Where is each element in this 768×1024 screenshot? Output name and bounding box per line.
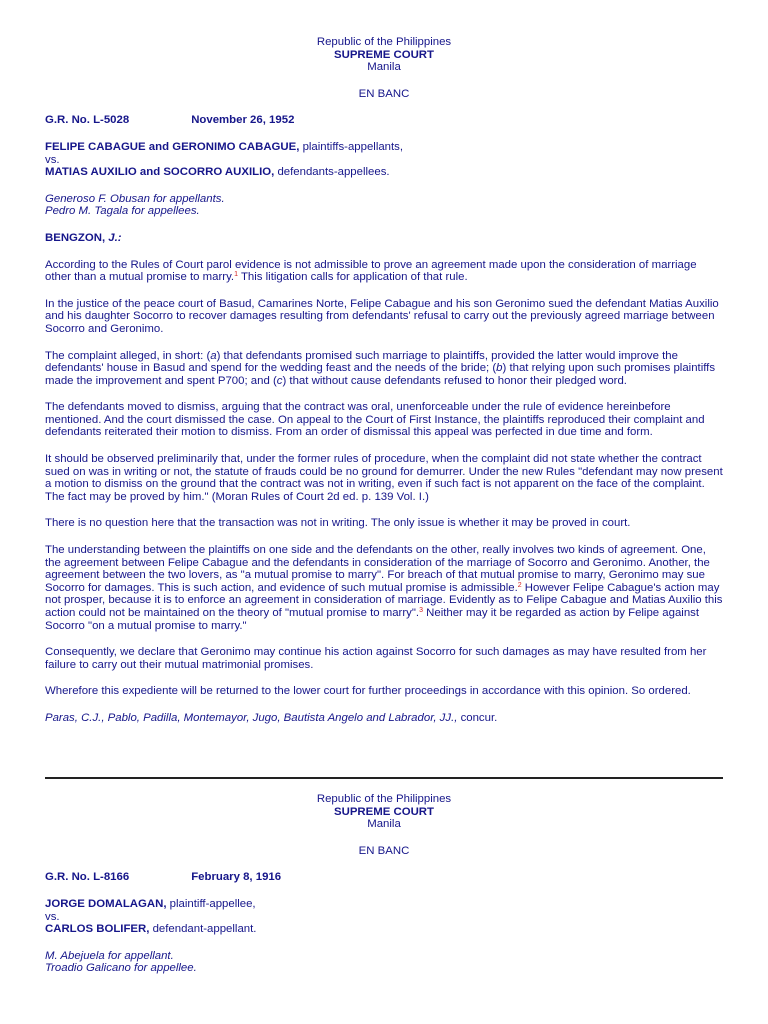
- item-marker-a: a: [210, 349, 217, 362]
- counsel-appellee: Troadio Galicano for appellee.: [45, 962, 197, 975]
- counsel-appellees: Pedro M. Tagala for appellees.: [45, 205, 200, 218]
- paragraph-4: The defendants moved to dismiss, arguing that the contract was oral, unenforceable under the rule of evidence hereinbefore mentioned. And the court dismissed the case. On appeal to the Court of First Instance, the plaintiffs reproduced their complaint and defendants reiterated their motion to dismiss. From an order of dismissal this appeal was perfected in due time and form.: [45, 401, 705, 439]
- ponente: [45, 232, 723, 245]
- decision-date: November 26, 1952: [191, 114, 295, 127]
- plaintiffs-role: plaintiffs-appellants,: [299, 140, 404, 153]
- court-name-2: SUPREME COURT: [334, 805, 434, 818]
- paragraph-6: There is no question here that the transaction was not in writing. The only issue is whether it may be proved in court.: [45, 517, 631, 530]
- paragraph-3: [45, 350, 723, 388]
- case-parties: [45, 141, 723, 179]
- paragraph-9: Wherefore this expediente will be returned to the lower court for further proceedings in accordance with this opinion. So ordered.: [45, 685, 691, 698]
- court-name: SUPREME COURT: [334, 48, 434, 61]
- counsel-block: [45, 193, 723, 218]
- defendants-names: MATIAS AUXILIO and SOCORRO AUXILIO,: [45, 166, 275, 179]
- counsel-appellants: Generoso F. Obusan for appellants.: [45, 192, 225, 205]
- case-2: [45, 782, 723, 975]
- paragraph-8: Consequently, we declare that Geronimo may continue his action against Socorro for such damages as may have resulted from her failure to carry out their mutual matrimonial promises.: [45, 646, 707, 671]
- paragraph-3-text-c: ) that relying upon such promises plaintiffs made the improvement and spent P700; and (: [45, 362, 716, 387]
- case-divider: [45, 777, 723, 779]
- republic-line: Republic of the Philippines: [316, 36, 452, 48]
- case-number-line-2: [45, 871, 723, 884]
- paragraph-7-text-a: The understanding between the plaintiffs on one side and the defendants on the other, really involves two kinds of agreement. One, the agreement between Felipe Cabague and the defendants in consideration of the marriage of Socorro and Geronimo. Another, the agreement between the two lovers, as "a mutual promise to marry". For breach of that mutual promise to marry, Geronimo may sue Socorro for damages. This is such action, and evidence of such mutual promise is admissible.: [45, 544, 710, 594]
- gr-number-2: G.R. No. L-8166: [45, 871, 130, 884]
- plaintiffs-line: [45, 141, 723, 154]
- versus-label-2: vs.: [45, 910, 60, 923]
- paragraph-7-text-b: However Felipe Cabague's action may not prosper, because it is to enforce an agreement in consideration of marriage. Evidently as to Felipe Cabague and Matias Auxilio this action could not be maintained on the theory of "mutual promise to marry".: [45, 581, 723, 619]
- court-city-2: Manila: [367, 818, 401, 831]
- footnote-link-2[interactable]: 2: [517, 581, 522, 589]
- defendants-role: defendants-appellees.: [274, 166, 390, 179]
- defendant-line: [45, 923, 723, 936]
- paragraph-2: In the justice of the peace court of Basud, Camarines Norte, Felipe Cabague and his son Geronimo sued the defendant Matias Auxilio and his daughter Socorro to recover damages resulting from defendants' refusal to carry out the previously agreed marriage between Socorro and Geronimo.: [45, 297, 719, 335]
- plaintiff-line: [45, 898, 723, 911]
- defendant-name: CARLOS BOLIFER,: [45, 923, 150, 936]
- paragraph-7: [45, 544, 723, 632]
- case-parties-2: [45, 898, 723, 936]
- paragraph-5: It should be observed preliminarily that, under the former rules of procedure, when the complaint did not state whether the contract sued on was in writing or not, the statute of frauds could be no ground for demurrer. Under the new Rules "defendant may now present a motion to dismiss on the ground that the contract was not in writing, even if such fact is not apparent on the face of the complaint. The fact may be proved by him." (Moran Rules of Court 2d ed. p. 139 Vol. I.): [45, 453, 723, 503]
- paragraph-3-text-b: ) that defendants promised such marriage to plaintiffs, provided the latter would improve the defendants' house in Basud and spend for the wedding feast and the needs of the bride; (: [45, 349, 678, 375]
- division-label-2: EN BANC: [358, 844, 410, 857]
- court-header-2: [45, 793, 723, 831]
- item-marker-c: c: [276, 374, 283, 387]
- versus-label: vs.: [45, 153, 60, 166]
- paragraph-3-text-d: ) that without cause defendants refused to honor their pledged word.: [282, 374, 627, 387]
- counsel-appellant: M. Abejuela for appellant.: [45, 949, 174, 962]
- paragraph-7-text-c: Neither may it be regarded as action by Felipe against Socorro "on a mutual promise to marry.": [45, 607, 700, 632]
- paragraph-1: [45, 259, 723, 284]
- division-label: EN BANC: [358, 87, 410, 100]
- republic-line-2: Republic of the Philippines: [316, 793, 452, 805]
- defendants-line: [45, 166, 723, 179]
- concurrence-line: [45, 712, 723, 725]
- ponente-name: BENGZON,: [45, 231, 106, 244]
- decision-date-2: February 8, 1916: [191, 871, 282, 884]
- gr-number: G.R. No. L-5028: [45, 114, 130, 127]
- paragraph-3-text-a: The complaint alleged, in short: (: [45, 349, 211, 362]
- plaintiff-name: JORGE DOMALAGAN,: [45, 897, 167, 910]
- plaintiff-role: plaintiff-appellee,: [166, 897, 256, 910]
- item-marker-b: b: [496, 362, 503, 375]
- court-city: Manila: [367, 61, 401, 74]
- footnote-link-1[interactable]: 1: [234, 271, 238, 279]
- defendant-role: defendant-appellant.: [149, 923, 257, 936]
- concur-word: concur.: [457, 711, 498, 724]
- counsel-block-2: [45, 950, 723, 975]
- ponente-title: J.:: [105, 231, 122, 244]
- case-number-line: [45, 114, 723, 127]
- case-1: [45, 0, 723, 725]
- footnote-link-3[interactable]: 3: [419, 607, 423, 614]
- concurring-justices: Paras, C.J., Pablo, Padilla, Montemayor, Jugo, Bautista Angelo and Labrador, JJ.,: [45, 711, 458, 724]
- paragraph-1-text-a: According to the Rules of Court parol evidence is not admissible to prove an agreement made upon the consideration of marriage other than a mutual promise to marry.: [45, 258, 697, 284]
- paragraph-1-text-b: This litigation calls for application of that rule.: [238, 271, 468, 284]
- plaintiffs-names: FELIPE CABAGUE and GERONIMO CABAGUE,: [45, 140, 300, 153]
- court-header: [45, 36, 723, 74]
